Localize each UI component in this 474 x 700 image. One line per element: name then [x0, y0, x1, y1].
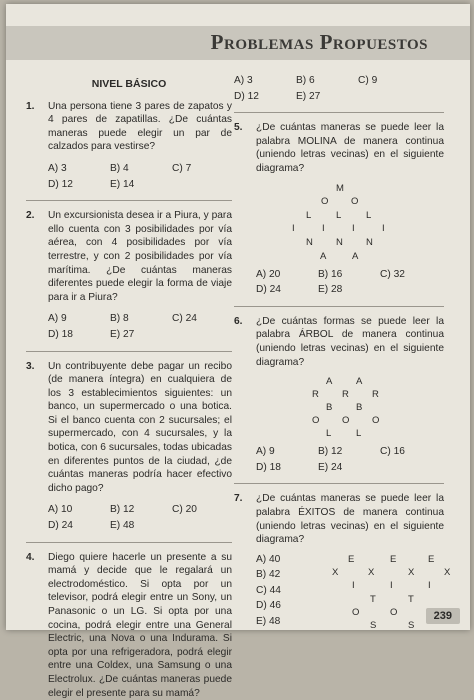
- problem-text: Una persona tiene 3 pares de zapatos y 4 pares de zapatillas. ¿De cuántas maneras puede elegir un par de calzados para vestirse?: [48, 100, 232, 153]
- diagram-letter: I: [352, 222, 355, 234]
- problem-number: 5.: [234, 122, 243, 134]
- option-a: A) 3: [48, 162, 67, 174]
- diagram-letter: N: [366, 236, 373, 248]
- diagram-letter: I: [322, 222, 325, 234]
- diagram-letter: I: [292, 222, 295, 234]
- option-e: E) 28: [318, 284, 343, 296]
- diagram-letter: T: [370, 593, 376, 605]
- diagram-letter: I: [382, 222, 385, 234]
- diagram-letter: B: [356, 402, 363, 414]
- divider: [234, 112, 444, 113]
- answer-options: [48, 312, 232, 341]
- option-a: A) 9: [256, 446, 275, 458]
- option-b: B) 6: [296, 75, 315, 86]
- problem-4: [26, 551, 232, 700]
- option-e: E) 48: [110, 520, 135, 532]
- problem-text: Diego quiere hacerle un presente a su mamá y decide que le regalará un electrodoméstico. Si opta por un televisor, podrá elegir entre un Sony, un Panasonic o un LG. Si opta por una cocina, podrá elegir entre una General Electric, una Nova o una Indurama. Si opta por una refrigeradora, podrá elegir entre una Coldex, una Samsung o una Electrolux. ¿De cuántas maneras puede elegir el presente para su mamá?: [48, 551, 232, 699]
- diagram-letter: E: [348, 553, 355, 565]
- option-a: A) 20: [256, 268, 281, 280]
- problem-number: 4.: [26, 551, 35, 563]
- option-a: A) 40: [256, 553, 281, 565]
- problem-number: 6.: [234, 315, 243, 327]
- diagram-letter: A: [320, 250, 327, 262]
- option-b: B) 8: [110, 313, 129, 325]
- problem-text: ¿De cuántas formas se puede leer la palabra ÁRBOL de manera continua (uniendo letras vecinas) en el siguiente diagrama?: [256, 315, 444, 368]
- problem-text: ¿De cuántas maneras se puede leer la palabra ÉXITOS de manera continua (uniendo letras vecinas) en el siguiente diagrama?: [256, 493, 444, 546]
- diagram-letter: A: [356, 376, 363, 388]
- option-c: C) 44: [256, 584, 281, 596]
- option-a: A) 10: [48, 504, 73, 516]
- option-d: D) 24: [48, 520, 73, 532]
- diagram-letter: O: [312, 415, 320, 427]
- problem-7: [234, 492, 451, 632]
- diagram-letter: T: [408, 593, 414, 605]
- divider: [234, 483, 444, 484]
- diagram-letter: M: [336, 182, 344, 194]
- letter-diagram: [256, 182, 444, 264]
- option-e: E) 48: [256, 616, 281, 628]
- problem-5: [234, 121, 444, 297]
- answer-options: [256, 553, 316, 629]
- diagram-letter: S: [370, 619, 377, 631]
- diagram-letter: A: [352, 250, 359, 262]
- diagram-letter: O: [390, 606, 398, 618]
- problem-1: [26, 100, 232, 192]
- options-and-diagram: [256, 553, 451, 633]
- diagram-letter: I: [390, 579, 393, 591]
- answer-options-p4: [234, 74, 444, 103]
- option-e: E) 27: [296, 90, 321, 102]
- diagram-letter: X: [408, 566, 415, 578]
- diagram-letter: R: [342, 389, 349, 401]
- option-c: C) 16: [380, 446, 405, 458]
- option-d: D) 46: [256, 600, 281, 612]
- diagram-letter: R: [312, 389, 319, 401]
- diagram-letter: L: [306, 209, 312, 221]
- option-c: C) 32: [380, 268, 405, 280]
- option-e: E) 24: [318, 461, 343, 473]
- divider: [26, 200, 232, 201]
- problem-text: Un excursionista desea ir a Piura, y para ello cuenta con 3 posibilidades por vía aérea, con 4 posibilidades por vía terrestre, y con 2 posibilidades por vía marítima. ¿De cuántas maneras diferentes puede elegir la forma de viaje para ir a Piura?: [48, 210, 232, 303]
- option-d: D) 12: [48, 178, 73, 190]
- diagram-letter: O: [342, 415, 350, 427]
- problem-6: [234, 315, 444, 475]
- diagram-letter: A: [326, 376, 333, 388]
- option-d: D) 24: [256, 284, 281, 296]
- answer-options: [256, 445, 444, 474]
- divider: [234, 306, 444, 307]
- answer-options: [256, 268, 444, 297]
- diagram-letter: X: [332, 566, 339, 578]
- diagram-letter: B: [326, 402, 333, 414]
- problem-number: 2.: [26, 210, 35, 222]
- left-column: [26, 74, 232, 700]
- diagram-letter: L: [326, 428, 332, 440]
- page-title: Problemas Propuestos: [210, 30, 428, 54]
- diagram-letter: E: [390, 553, 397, 565]
- option-a: A) 9: [48, 313, 67, 325]
- diagram-letter: L: [356, 428, 362, 440]
- problem-2: [26, 209, 232, 341]
- divider: [26, 351, 232, 352]
- option-a: A) 3: [234, 75, 253, 86]
- diagram-letter: N: [306, 236, 313, 248]
- option-b: B) 4: [110, 162, 129, 174]
- option-b: B) 42: [256, 569, 281, 581]
- diagram-letter: O: [372, 415, 380, 427]
- diagram-letter: L: [366, 209, 372, 221]
- right-column: [234, 74, 451, 633]
- option-c: C) 7: [172, 162, 192, 174]
- diagram-letter: X: [444, 566, 451, 578]
- option-c: C) 24: [172, 313, 197, 325]
- diagram-letter: S: [408, 619, 415, 631]
- option-b: B) 12: [110, 504, 135, 516]
- diagram-letter: I: [428, 579, 431, 591]
- diagram-letter: N: [336, 236, 343, 248]
- diagram-letter: O: [351, 195, 359, 207]
- page-number: 239: [426, 608, 460, 624]
- answer-options: [48, 162, 232, 191]
- option-b: B) 16: [318, 268, 343, 280]
- option-c: C) 20: [172, 504, 197, 516]
- problem-number: 1.: [26, 100, 35, 112]
- diagram-letter: I: [352, 579, 355, 591]
- letter-diagram: [256, 375, 444, 441]
- diagram-letter: X: [368, 566, 375, 578]
- option-d: D) 18: [256, 461, 281, 473]
- diagram-letter: O: [321, 195, 329, 207]
- option-e: E) 27: [110, 328, 135, 340]
- problem-3: [26, 360, 232, 533]
- option-d: D) 12: [234, 90, 259, 102]
- option-c: C) 9: [358, 75, 378, 86]
- problem-text: ¿De cuántas maneras se puede leer la palabra MOLINA de manera continua (uniendo letras vecinas) en el siguiente diagrama?: [256, 122, 444, 174]
- option-e: E) 14: [110, 178, 135, 190]
- problem-number: 7.: [234, 493, 243, 505]
- section-title: NIVEL BÁSICO: [91, 78, 167, 90]
- diagram-letter: E: [428, 553, 435, 565]
- diagram-letter: L: [336, 209, 342, 221]
- diagram-letter: O: [352, 606, 360, 618]
- option-d: D) 18: [48, 328, 73, 340]
- problem-text: Un contribuyente debe pagar un recibo (de manera íntegra) en cualquiera de los 3 establecimientos siguientes: un banco, un supermercado o una botica. Si el banco cuenta con 2 sucursales; el supermercado, con 4 sucursales, y la botica, con 6 sucursales, todas ubicadas en diferentes puntos de la ciudad, ¿de cuántas maneras podría hacer efectivo dicho pago?: [48, 360, 232, 494]
- answer-options: [48, 503, 232, 532]
- page: [6, 4, 470, 699]
- option-b: B) 12: [318, 446, 343, 458]
- divider: [26, 542, 232, 543]
- problem-number: 3.: [26, 360, 35, 372]
- diagram-letter: R: [372, 389, 379, 401]
